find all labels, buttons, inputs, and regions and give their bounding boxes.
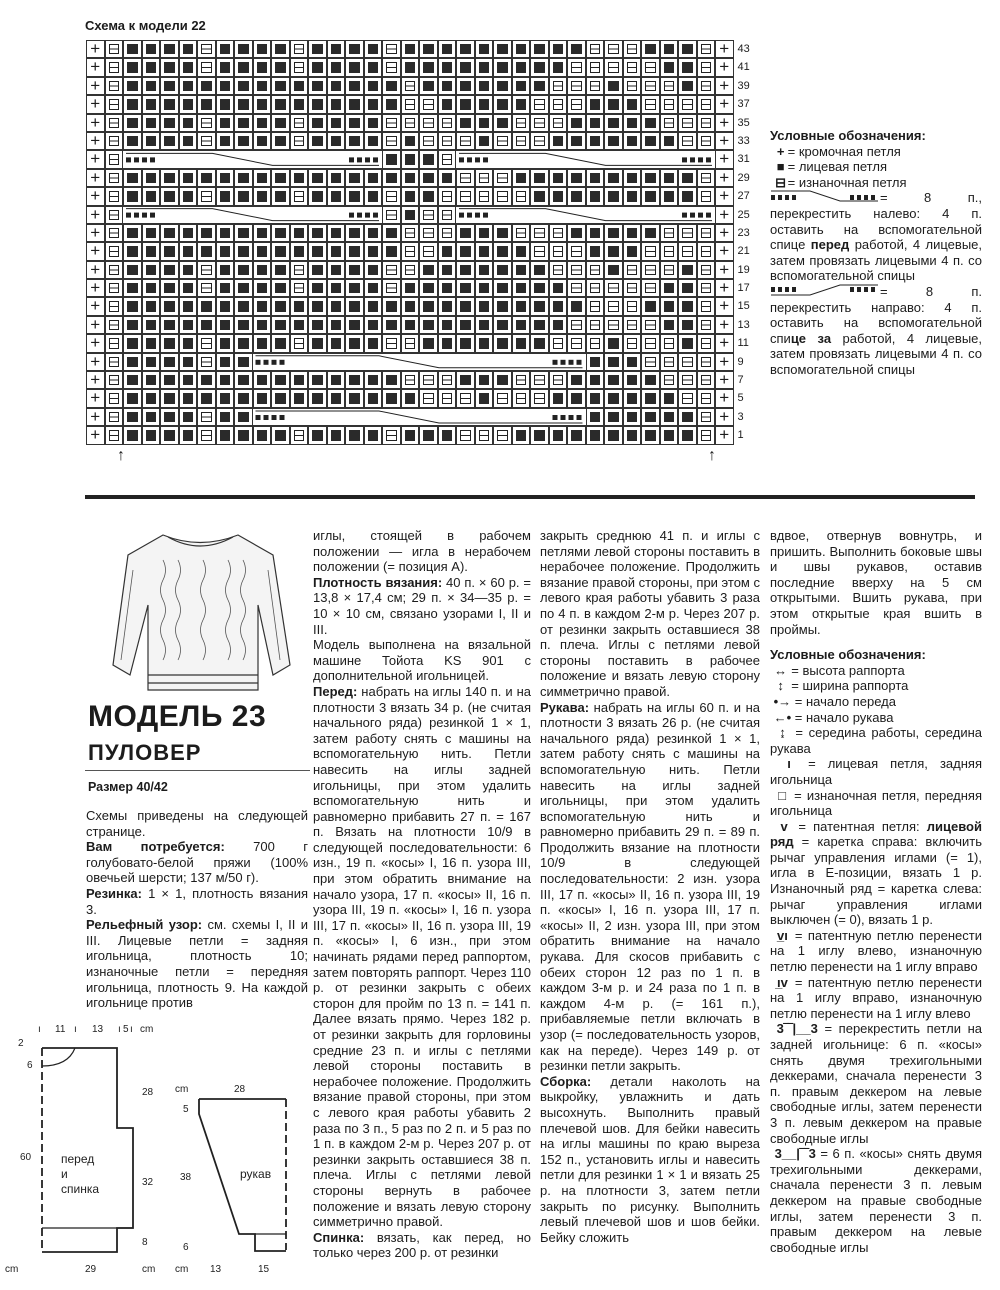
cable-stitch-mark: [682, 157, 687, 162]
row-label: 41: [737, 61, 750, 74]
edge-stitch-cell: +: [86, 408, 105, 426]
legend-symbol-icon: v: [780, 818, 788, 834]
cable-stitch-mark: [561, 415, 566, 420]
svg-text:6: 6: [27, 1060, 33, 1071]
edge-stitch-cell: +: [715, 224, 734, 242]
text-column-4: [770, 528, 982, 1255]
row-label: 13: [737, 318, 750, 331]
cable-stitch-mark: [483, 157, 488, 162]
edge-stitch-cell: +: [86, 58, 105, 76]
cable-stitch-mark: [256, 360, 261, 365]
body-schematic: [0, 1010, 170, 1290]
svg-text:cm: cm: [140, 1024, 154, 1035]
edge-stitch-cell: +: [715, 132, 734, 150]
cable-stitch-mark: [134, 157, 139, 162]
edge-stitch-cell: +: [715, 316, 734, 334]
edge-stitch-cell: +: [86, 279, 105, 297]
cable-stitch-mark: [373, 213, 378, 218]
edge-stitch-cell: +: [86, 353, 105, 371]
svg-text:5: 5: [183, 1104, 189, 1115]
legend-top: [770, 128, 982, 378]
paragraph: Спинка: вязать, как перед, но только через 200 р. от резинки: [313, 1229, 531, 1261]
row-label: 5: [737, 392, 744, 405]
cable-stitch-mark: [467, 157, 472, 162]
edge-stitch-cell: +: [715, 95, 734, 113]
legend-item: ←• = начало рукава: [773, 709, 894, 725]
edge-stitch-cell: +: [86, 150, 105, 168]
cable-stitch-mark: [553, 360, 558, 365]
legend-symbol-icon: ←•: [773, 709, 792, 725]
cable-stitch-mark: [483, 213, 488, 218]
paragraph: Сборка: детали наколоть на выкройку, увлажнить и дать высохнуть. Выполнить правый плечевой шов. Для бейки навесить на иглы машины по краю выреза 152 п., установить иглы и навесить петли для резинки 1 × 1 и вязать 25 р. на плотности 3, затем петли закрыть по рисунку. Выполнить левый плечевой шов и шов бейки. Бейку сложить: [540, 1073, 760, 1245]
edge-stitch-cell: +: [715, 169, 734, 187]
cable-stitch-mark: [690, 157, 695, 162]
cable-stitch-mark: [569, 360, 574, 365]
legend-item: v = патентная петля: лицевой ряд = каретка справа: включить рычаг управления иглами (= 1), игла в Е-позиции, вязать 1 р. Изнаночный ряд = каретка слева: рычаг управления иглами выключен (= 0), вязать 1 р.: [770, 818, 982, 928]
cable-line: [126, 209, 379, 221]
edge-stitch-cell: +: [86, 132, 105, 150]
cable-stitch-mark: [706, 213, 711, 218]
svg-text:38: 38: [180, 1172, 192, 1183]
row-label: 1: [737, 429, 744, 442]
paragraph: Рельефный узор: см. схемы I, II и III. Лицевые петли = задняя игольница, плотность 10; изнаночные петли = передняя игольница, плотность 9. На каждой игольнице против: [86, 917, 308, 1011]
legend-item: ↕ = ширина раппорта: [770, 678, 982, 694]
cable-left-icon: [770, 190, 880, 202]
legend-item: ↨ = середина работы, середина рукава: [770, 725, 982, 756]
legend-item: ↔ = высота раппорта: [774, 662, 905, 678]
cable-stitch-mark: [142, 157, 147, 162]
cable-right-icon: [770, 284, 880, 296]
text-column-3: [540, 528, 760, 1245]
edge-stitch-cell: +: [86, 169, 105, 187]
row-label: 19: [737, 263, 750, 276]
cable-stitch-mark: [706, 157, 711, 162]
edge-stitch-cell: +: [86, 206, 105, 224]
row-label: 25: [737, 208, 750, 221]
row-label: 15: [737, 300, 750, 313]
cable-stitch-mark: [256, 415, 261, 420]
cable-stitch-mark: [264, 415, 269, 420]
edge-stitch-cell: +: [86, 114, 105, 132]
edge-stitch-cell: +: [86, 316, 105, 334]
row-label: 21: [737, 245, 750, 258]
cable-stitch-mark: [272, 360, 277, 365]
cable-line: [256, 411, 583, 423]
cable-stitch-mark: [280, 360, 285, 365]
svg-text:29: 29: [85, 1264, 97, 1275]
cable-stitch-mark: [272, 415, 277, 420]
chart-title: Схема к модели 22: [85, 18, 206, 33]
legend-symbol-icon: ↔: [774, 662, 788, 678]
cable-stitch-mark: [553, 415, 558, 420]
cable-stitch-mark: [126, 157, 131, 162]
legend-symbol-icon: v̲ı: [777, 927, 788, 943]
paragraph: Рукава: набрать на иглы 60 п. и на плотности 3 вязать 26 р. (не считая начального ряда) резинкой 1 × 1, затем работу снять с машины на вспомогательную нить. Петли навесить на иглы задней игольницы, при этом удалить вспомогательную нить и равномерно прибавить 29 п. = 89 п. Продолжить вязание на плотности 10/9 в следующей последовательности: 2 изн. узора III, 17 п. «косы» II, 16 п. узора III, 19 п. «косы» I, 16 п. узора III, 17 п. «косы» II, 2 изн. узора III, при этом обратить внимание на начало рукава. Для скосов прибавить с обеих сторон 12 раз по 1 п. в каждом 3-м р. и 24 раза по 1 п. в каждом 4-м р. (= 161 п.), прибавляемые петли включать в узор (= последовательность узоров, как на переде). Через 149 р. от резинки петли закрыть.: [540, 699, 760, 1074]
svg-text:cm: cm: [142, 1264, 156, 1275]
edge-stitch-cell: +: [86, 334, 105, 352]
cable-stitch-mark: [150, 213, 155, 218]
edge-stitch-cell: +: [715, 408, 734, 426]
edge-stitch-cell: +: [86, 224, 105, 242]
cable-stitch-mark: [365, 157, 370, 162]
svg-text:рукав: рукав: [240, 1167, 272, 1181]
row-label: 37: [737, 98, 750, 111]
legend-item: ■ = лицевая петля: [770, 159, 982, 175]
paragraph: Схемы приведены на следующей странице.: [86, 808, 308, 839]
legend-symbol-icon: ı: [787, 756, 791, 772]
edge-stitch-cell: +: [715, 114, 734, 132]
svg-text:5: 5: [123, 1024, 129, 1035]
row-label: 7: [737, 374, 744, 387]
legend-heading: Условные обозначения:: [770, 128, 926, 143]
purl-stitch-icon: ⊟: [775, 174, 787, 190]
section-divider: [85, 495, 975, 499]
edge-stitch-cell: +: [715, 297, 734, 315]
edge-stitch-cell: +: [715, 334, 734, 352]
edge-stitch-cell: +: [86, 261, 105, 279]
cable-stitch-mark: [357, 157, 362, 162]
cable-stitch-mark: [365, 213, 370, 218]
svg-text:ı: ı: [130, 1024, 133, 1035]
cable-stitch-mark: [142, 213, 147, 218]
legend-item: ⊟ = изнаночная петля: [775, 174, 907, 190]
legend-item: 3__|‾‾3 = 6 п. «косы» снять двумя трехигольными деккерами, сначала перенести 3 п. левым деккером на правые свободные иглы, затем перенести 3 п. правым деккером на левые свободные иглы: [770, 1146, 982, 1255]
edge-stitch-cell: +: [715, 40, 734, 58]
sweater-illustration: [108, 525, 293, 705]
svg-text:2: 2: [18, 1038, 24, 1049]
edge-stitch-cell: +: [715, 187, 734, 205]
legend-list: [770, 663, 982, 1256]
row-label: 11: [737, 337, 749, 350]
edge-stitch-cell: +: [715, 261, 734, 279]
legend-item-cable-left: = 8 п., перекрестить налево: 4 п. оставить на вспомогательной спице перед работой, 4 лицевые, затем провязать лицевыми 4 п. со вспомогательной спицы: [770, 190, 983, 284]
model-subtitle: ПУЛОВЕР: [88, 740, 202, 765]
svg-text:cm: cm: [175, 1264, 189, 1275]
row-label: 33: [737, 134, 750, 147]
paragraph: Модель выполнена на вязальной машине Тойота KS 901 с дополнительной игольницей.: [313, 637, 531, 684]
cable-stitch-mark: [475, 157, 480, 162]
svg-text:15: 15: [258, 1264, 270, 1275]
cable-line: [256, 356, 583, 368]
svg-text:перед: перед: [61, 1152, 95, 1166]
cable-overlay: [86, 40, 786, 450]
svg-text:13: 13: [92, 1024, 104, 1035]
edge-stitch-cell: +: [86, 187, 105, 205]
edge-stitch-cell: +: [715, 242, 734, 260]
row-label: 31: [737, 153, 750, 166]
cable-stitch-mark: [459, 213, 464, 218]
legend-item: ı̲v = патентную петлю перенести на 1 иглу вправо, изнаночную петлю перенести на 1 иглу влево: [770, 974, 982, 1021]
svg-text:32: 32: [142, 1177, 154, 1188]
edge-stitch-cell: +: [715, 279, 734, 297]
edge-stitch-cell: +: [715, 353, 734, 371]
paragraph: Перед: набрать на иглы 140 п. и на плотности 3 вязать 34 р. (не считая начального ряда) резинкой 1 × 1, затем работу снять с машины на вспомогательную нить. Петли навесить на иглы задней игольницы, при этом удалить вспомогательную нить и равномерно прибавить 27 п. = 167 п. Вязать на плотности 10/9 в следующей последовательности: 6 изн., 19 п. «косы» I, 16 п. узора III, при этом обратить внимание на начало узора, 17 п. «косы» II, 16 п. узора III, 19 п. «косы» I, 16 п. узора III, 17 п. «косы» II, 16 п. узора III, 19 п. «косы» I, 6 изн., при этом начинать рядами перед раппортом, затем повторять раппорт. Через 110 р. от резинки закрыть с обеих сторон для пройм по 13 п. = 141 п. Далее вязать прямо. Через 182 р. от резинки закрыть для горловины средние 23 п. и иглы с петлями левой стороны поставить в нерабочее положение. Продолжить вязание правой стороны, при этом с левого края работы убавить 2 раза по 3 п., 5 раз по 2 п. и 5 раз по 1 п. в каждом 2-м р. Через 207 р. от резинки закрыть оставшиеся 38 п. плеча. Иглы с петлями левой стороны вернуть в рабочее положение и вязать левую сторону симметрично правой.: [313, 683, 531, 1230]
svg-text:cm: cm: [175, 1084, 189, 1095]
edge-stitch-cell: +: [715, 150, 734, 168]
arrow-up-icon: ↑: [708, 447, 716, 464]
cable-stitch-mark: [682, 213, 687, 218]
svg-text:60: 60: [20, 1152, 32, 1163]
cable-line: [126, 153, 379, 165]
edge-stitch-cell: +: [86, 426, 105, 444]
legend-item: •→ = начало переда: [773, 693, 896, 709]
edge-stitch-cell: +: [86, 389, 105, 407]
edge-stitch-cell: +: [86, 242, 105, 260]
model-title: МОДЕЛЬ 23: [88, 700, 267, 733]
cable-stitch-mark: [373, 157, 378, 162]
cable-stitch-mark: [690, 213, 695, 218]
legend-symbol-icon: □: [778, 787, 786, 803]
cable-stitch-mark: [459, 157, 464, 162]
legend-symbol-icon: ↕: [777, 678, 784, 694]
row-label: 3: [737, 410, 744, 423]
arrow-up-icon: ↑: [117, 447, 125, 464]
edge-stitch-cell: +: [715, 77, 734, 95]
text-column-2: [313, 528, 531, 1261]
edge-stitch-cell: +: [86, 77, 105, 95]
edge-stitch-cell: +: [86, 371, 105, 389]
cable-stitch-mark: [357, 213, 362, 218]
legend-item: □ = изнаночная петля, передняя игольница: [770, 787, 982, 819]
svg-text:8: 8: [142, 1237, 148, 1248]
cable-stitch-mark: [569, 415, 574, 420]
svg-text:и: и: [61, 1167, 68, 1181]
edge-stitch-cell: +: [86, 297, 105, 315]
cable-line: [459, 209, 712, 221]
svg-text:ı: ı: [74, 1024, 77, 1035]
edge-stitch-cell: +: [715, 58, 734, 76]
legend-symbol-icon: 3‾‾|__3: [776, 1021, 818, 1037]
legend-item-cable-right: = 8 п. перекрестить направо: 4 п. оставить на вспомогательной спице за работой, 4 лицевые, затем провязать лицевыми 4 п. со вспомогательной спицы: [770, 283, 983, 377]
edge-stitch-cell: +: [715, 371, 734, 389]
row-label: 17: [737, 282, 750, 295]
row-label: 39: [737, 79, 750, 92]
svg-text:ı: ı: [38, 1024, 41, 1035]
subtitle-underline: [85, 770, 310, 771]
legend-item: v̲ı = патентную петлю перенести на 1 иглу влево, изнаночную петлю перенести на 1 иглу вправо: [770, 927, 982, 975]
cable-stitch-mark: [280, 415, 285, 420]
cable-stitch-mark: [134, 213, 139, 218]
edge-stitch-cell: +: [86, 40, 105, 58]
row-label: 9: [737, 355, 744, 368]
legend-symbol-icon: 3__|‾‾3: [774, 1146, 816, 1162]
paragraph: иглы, стоящей в рабочем положении — игла в нерабочем положении (= позиция А).: [313, 528, 531, 575]
row-label: 29: [737, 171, 750, 184]
edge-stitch-icon: +: [776, 143, 785, 159]
legend-symbol-icon: ı̲v: [777, 974, 788, 990]
legend-item: + = кромочная петля: [770, 144, 982, 160]
cable-stitch-mark: [126, 213, 131, 218]
row-label: 35: [737, 116, 750, 129]
cable-stitch-mark: [349, 213, 354, 218]
cable-stitch-mark: [698, 157, 703, 162]
svg-text:спинка: спинка: [61, 1182, 100, 1196]
legend-symbol-icon: •→: [773, 693, 792, 709]
row-label: 23: [737, 226, 750, 239]
cable-stitch-mark: [475, 213, 480, 218]
cable-stitch-mark: [349, 157, 354, 162]
edge-stitch-cell: +: [715, 389, 734, 407]
svg-text:28: 28: [142, 1087, 154, 1098]
paragraph: Резинка: 1 × 1, плотность вязания 3.: [86, 885, 308, 917]
cable-stitch-mark: [264, 360, 269, 365]
svg-text:28: 28: [234, 1084, 246, 1095]
cable-stitch-mark: [561, 360, 566, 365]
knit-stitch-icon: ■: [776, 159, 785, 175]
cable-line: [459, 153, 712, 165]
edge-stitch-cell: +: [715, 206, 734, 224]
cable-stitch-mark: [467, 213, 472, 218]
svg-text:13: 13: [210, 1264, 222, 1275]
edge-stitch-cell: +: [86, 95, 105, 113]
row-label: 27: [737, 190, 750, 203]
paragraph: Вам потребуется: 700 г голубовато-белой пряжи (100% овечьей шерсти; 137 м/50 г).: [86, 839, 308, 886]
row-label: 43: [737, 43, 750, 55]
paragraph: вдвое, отвернув вовнутрь, и пришить. Выполнить боковые швы и швы рукавов, оставив последние вверху на 5 см открытыми. Вшить рукава, при этом открытые края вшить в проймы.: [770, 528, 982, 637]
paragraph: Плотность вязания: 40 п. × 60 р. = 13,8 × 17,4 см; 29 п. × 34—35 р. = 10 × 10 см, связано узорами I, II и III.: [313, 574, 531, 637]
paragraph: закрыть среднюю 41 п. и иглы с петлями левой стороны поставить в нерабочее положение. Продолжить вязание правой стороны, при этом с левого края работы убавить 3 раза по 4 п. в каждом 2-м р. Через 207 р. от резинки закрыть оставшиеся 38 п. плеча. Иглы с петлями левой стороны поставить в рабочее положение и вязать левую сторону симметрично правой.: [540, 528, 760, 699]
edge-stitch-cell: +: [715, 426, 734, 444]
legend-item: 3‾‾|__3 = перекрестить петли на задней игольнице: 6 п. «косы» снять двумя трехигольными деккерами, сначала перенести 3 п. правым деккером на левые свободные иглы, затем перенести 3 п. левым деккером на правые свободные иглы: [770, 1021, 982, 1146]
cable-stitch-mark: [577, 415, 582, 420]
cable-stitch-mark: [577, 360, 582, 365]
svg-text:6: 6: [183, 1242, 189, 1253]
legend-item: ı = лицевая петля, задняя игольница: [770, 756, 982, 787]
legend-symbol-icon: ↨: [779, 725, 786, 741]
legend-heading: Условные обозначения:: [770, 647, 926, 663]
svg-text:cm: cm: [5, 1264, 19, 1275]
sleeve-schematic: [170, 1010, 310, 1290]
cable-stitch-mark: [698, 213, 703, 218]
svg-text:11: 11: [55, 1024, 66, 1035]
model-size: Размер 40/42: [88, 780, 168, 794]
cable-stitch-mark: [150, 157, 155, 162]
text-column-1: [86, 808, 308, 1011]
svg-text:ı: ı: [118, 1024, 121, 1035]
